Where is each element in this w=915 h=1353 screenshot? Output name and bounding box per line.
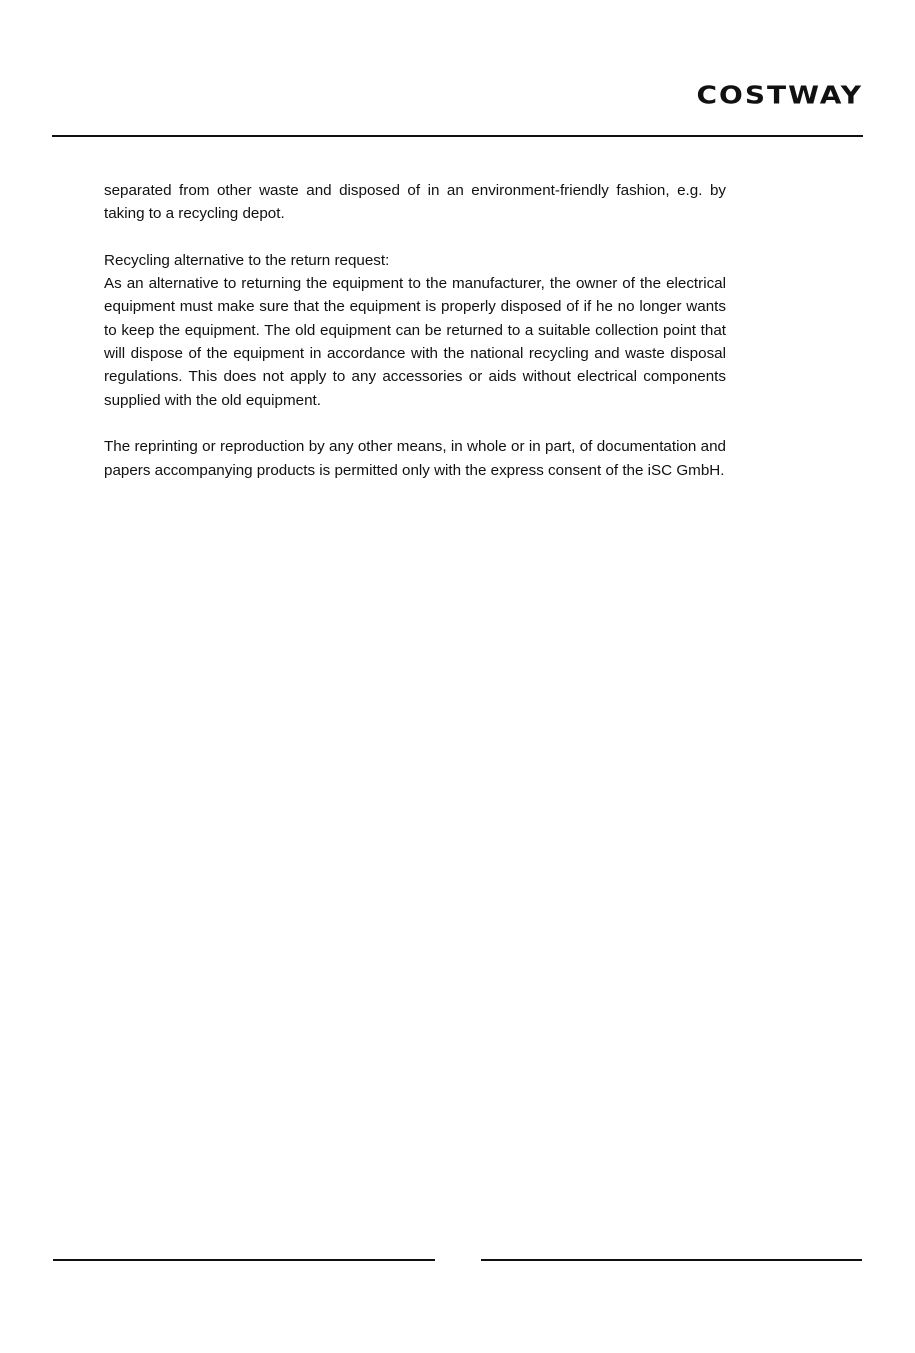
footer-divider-left: [53, 1259, 435, 1261]
paragraph-reprinting-notice: [104, 435, 726, 482]
paragraph-text: As an alternative to returning the equipment to the manufacturer, the owner of the electrical equipment must make sure that the equipment is properly disposed of if he no longer wants to keep the equipment. The old equipment can be returned to a suitable collection point that will dispose of the equipment in accordance with the national recycling and waste disposal regulations. This does not apply to any accessories or aids without electrical components supplied with the old equipment.: [104, 275, 726, 409]
paragraph-text: separated from other waste and disposed of in an environment-friendly fashion, e.g. by taking to a recycling depot.: [104, 182, 726, 223]
footer-divider-right: [481, 1259, 862, 1261]
paragraph-disposal-continuation: [104, 179, 726, 226]
header-divider: [52, 135, 863, 137]
paragraph-heading: Recycling alternative to the return request:: [104, 251, 390, 269]
brand-logo: COSTWAY: [696, 80, 863, 110]
paragraph-recycling-alternative: [104, 249, 726, 412]
paragraph-text: The reprinting or reproduction by any other means, in whole or in part, of documentation and papers accompanying products is permitted only with the express consent of the iSC GmbH.: [104, 438, 726, 479]
document-body: [104, 179, 726, 505]
